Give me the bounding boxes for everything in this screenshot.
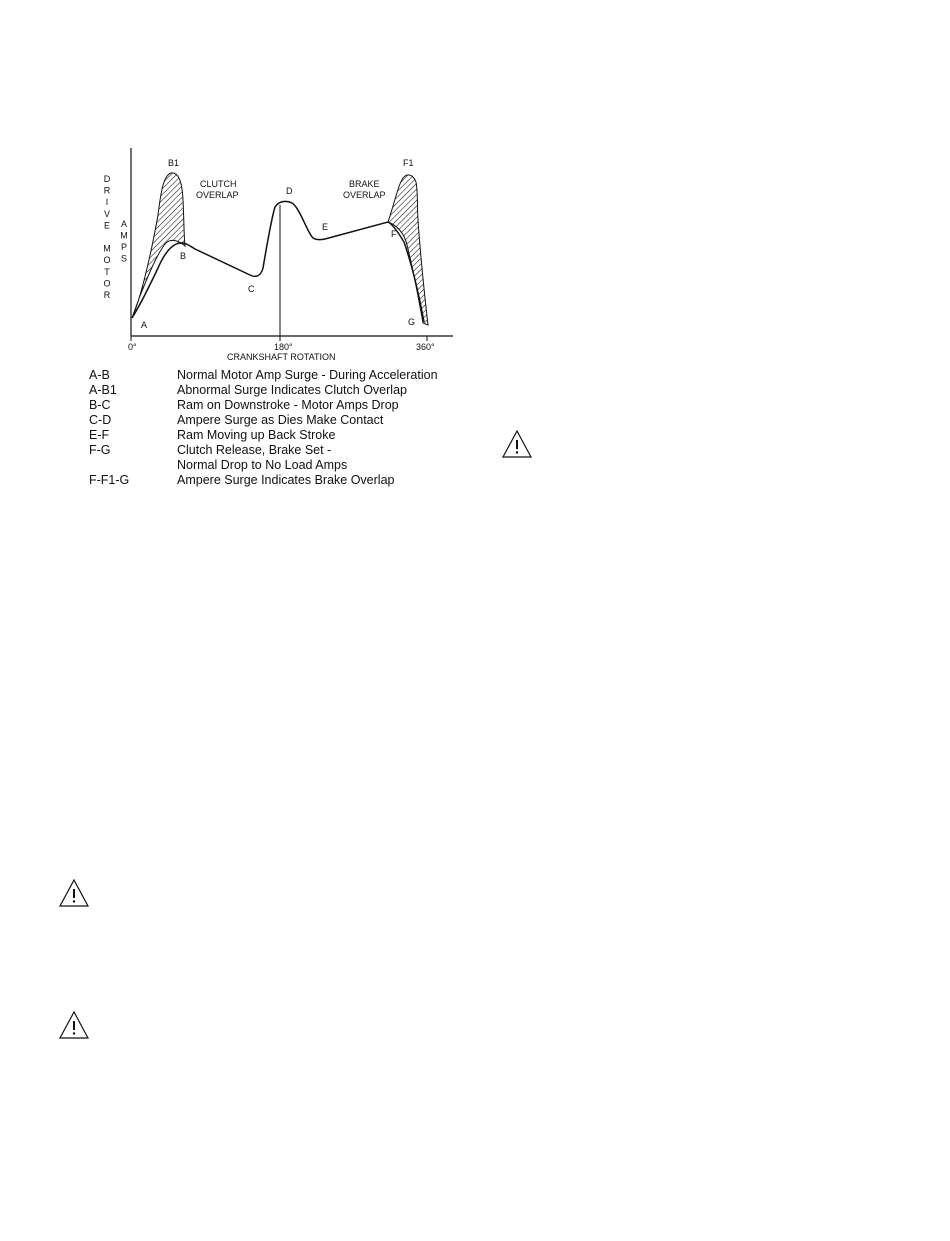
legend-desc: Ram Moving up Back Stroke [177, 428, 336, 442]
point-label-b1: B1 [168, 158, 180, 168]
x-tick-label-0: 0° [128, 342, 137, 352]
clutch-label-line2: OVERLAP [196, 190, 239, 200]
x-axis-title: CRANKSHAFT ROTATION [227, 352, 336, 362]
point-label-f1: F1 [403, 158, 414, 168]
legend-desc: Abnormal Surge Indicates Clutch Overlap [177, 383, 407, 397]
legend-key: F-G [89, 443, 111, 457]
legend [89, 368, 489, 488]
legend-row [89, 413, 489, 428]
legend-row [89, 428, 489, 443]
legend-desc: Normal Drop to No Load Amps [177, 458, 348, 472]
y-axis-title-inner [120, 219, 128, 264]
point-label-d: D [286, 186, 293, 196]
legend-key: C-D [89, 413, 112, 427]
legend-key: F-F1-G [89, 473, 130, 487]
legend-row [89, 368, 489, 383]
point-label-a: A [141, 320, 148, 330]
legend-row [89, 473, 489, 488]
legend-key: E-F [89, 428, 110, 442]
warning-icon [59, 879, 89, 907]
legend-key: A-B [89, 368, 110, 382]
y-axis-title-outer-text: D R I V E M O T O R [103, 174, 111, 300]
clutch-overlap-area [132, 173, 185, 318]
clutch-label-line1: CLUTCH [200, 179, 237, 189]
brake-label-line2: OVERLAP [343, 190, 386, 200]
y-axis-title-outer [103, 174, 111, 300]
legend-row [89, 398, 489, 413]
crankshaft-amp-diagram [0, 0, 950, 400]
point-label-g: G [408, 317, 416, 327]
y-axis-title-inner-text: A M P S [120, 219, 128, 264]
legend-desc: Ampere Surge as Dies Make Contact [177, 413, 384, 427]
warning-icon [59, 1011, 89, 1039]
warning-icon [502, 430, 532, 458]
legend-row [89, 458, 489, 473]
x-tick-label-360: 360° [416, 342, 435, 352]
legend-desc: Ram on Downstroke - Motor Amps Drop [177, 398, 399, 412]
point-label-b: B [180, 251, 187, 261]
point-label-e: E [322, 222, 329, 232]
legend-desc: Clutch Release, Brake Set - [177, 443, 332, 457]
legend-key: A-B1 [89, 383, 117, 397]
legend-row [89, 443, 489, 458]
brake-label-line1: BRAKE [349, 179, 380, 189]
legend-key: B-C [89, 398, 111, 412]
x-tick-label-180: 180° [274, 342, 293, 352]
point-label-f: F [391, 229, 397, 239]
legend-desc: Normal Motor Amp Surge - During Acceleration [177, 368, 438, 382]
brake-overlap-area [388, 175, 428, 325]
legend-row [89, 383, 489, 398]
legend-desc: Ampere Surge Indicates Brake Overlap [177, 473, 395, 487]
point-label-c: C [248, 284, 255, 294]
